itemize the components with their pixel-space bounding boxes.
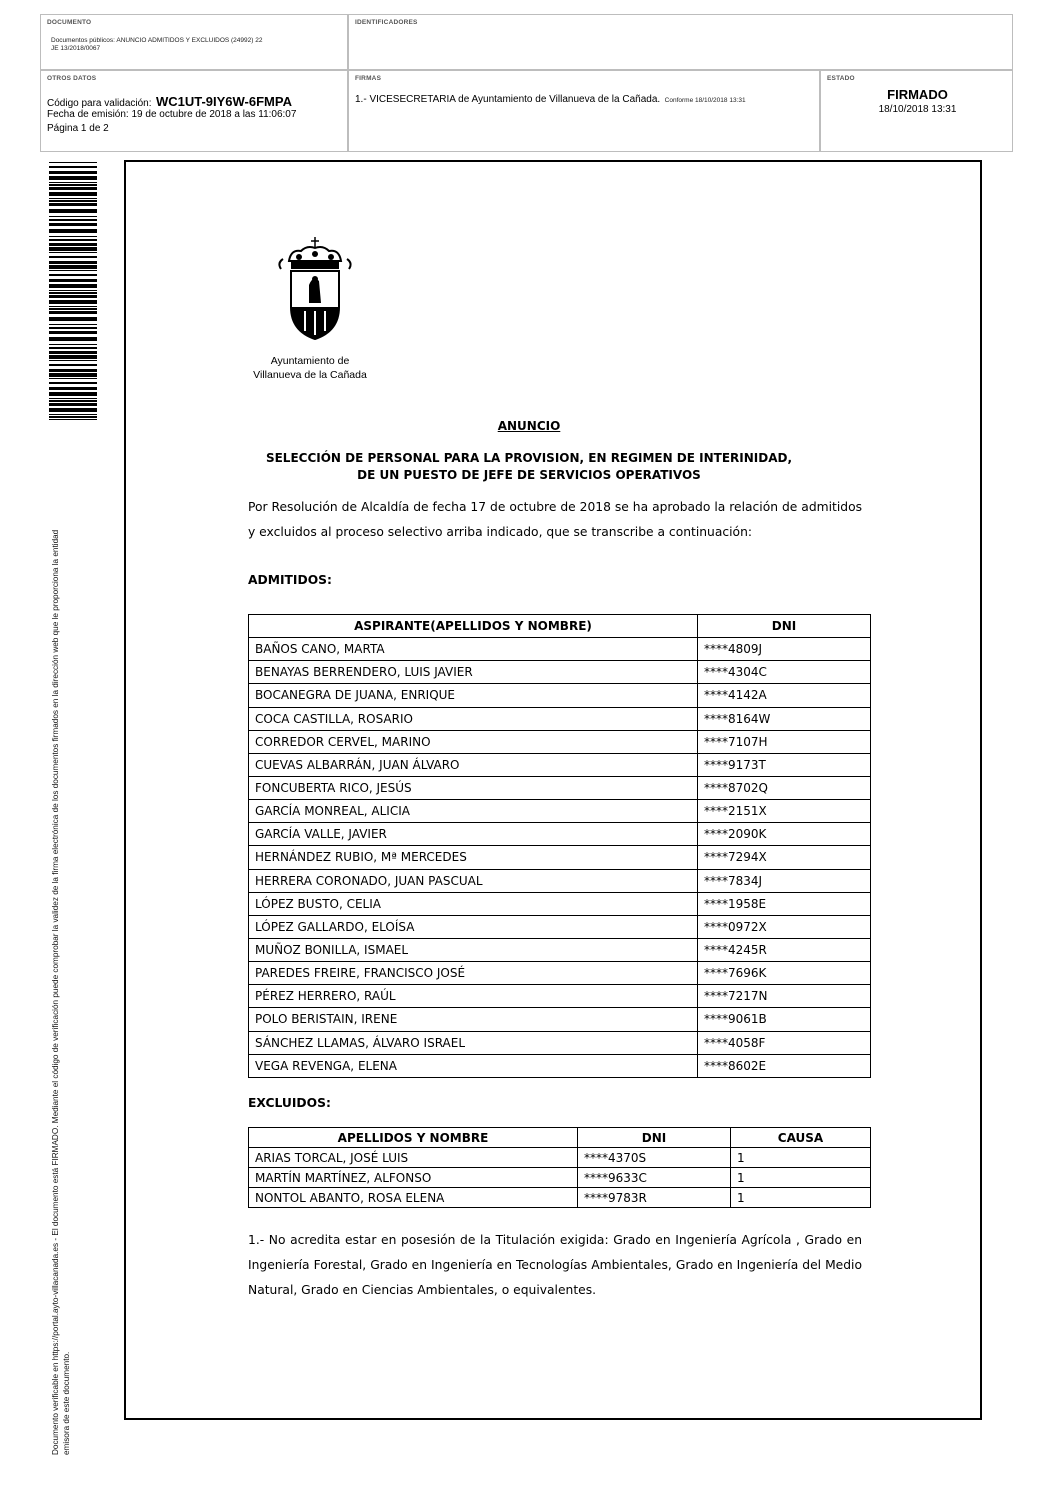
admitidos-row-cell: PÉREZ HERRERO, RAÚL [249,985,698,1008]
admitidos-header-row [249,615,871,638]
admitidos-row [249,707,871,730]
admitidos-row-cell: ****2090K [698,823,871,846]
excluidos-row [249,1188,871,1208]
admitidos-row-cell: GARCÍA VALLE, JAVIER [249,823,698,846]
excluidos-row [249,1168,871,1188]
excluidos-row-cell: NONTOL ABANTO, ROSA ELENA [249,1188,578,1208]
estado-value: FIRMADO [887,87,948,102]
estado-box [820,70,1013,152]
intro-paragraph: Por Resolución de Alcaldía de fecha 17 de octubre de 2018 se ha aprobado la relación de admitidos y excluidos al proceso selectivo arriba indicado, que se transcribe a continuación: [248,500,862,539]
excluidos-row-cell: 1 [731,1148,871,1168]
admitidos-col-name: ASPIRANTE(APELLIDOS Y NOMBRE) [249,615,698,638]
admitidos-row-cell: ****7294X [698,846,871,869]
admitidos-row-cell: POLO BERISTAIN, IRENE [249,1008,698,1031]
admitidos-row-cell: ****2151X [698,800,871,823]
admitidos-row-cell: PAREDES FREIRE, FRANCISCO JOSÉ [249,962,698,985]
excluidos-col-causa: CAUSA [731,1128,871,1148]
admitidos-row-cell: ****4245R [698,938,871,961]
firmas-caption: FIRMAS [355,75,382,82]
admitidos-row [249,661,871,684]
admitidos-row-cell: BENAYAS BERRENDERO, LUIS JAVIER [249,661,698,684]
excluidos-row-cell: MARTÍN MARTÍNEZ, ALFONSO [249,1168,578,1188]
admitidos-row-cell: ****9173T [698,753,871,776]
excluidos-row [249,1148,871,1168]
admitidos-row [249,730,871,753]
excluidos-header-row [249,1128,871,1148]
side-text-line2: emisora de este documento. [62,1351,71,1455]
admitidos-row [249,753,871,776]
municipal-crest-icon [255,235,375,345]
admitidos-row-cell: BAÑOS CANO, MARTA [249,638,698,661]
admitidos-row-cell: HERRERA CORONADO, JUAN PASCUAL [249,869,698,892]
fecha-emision: Fecha de emisión: 19 de octubre de 2018 a las 11:06:07 [47,109,297,120]
crest-line2: Villanueva de la Cañada [253,369,367,381]
firma-line: 1.- VICESECRETARIA de Ayuntamiento de Villanueva de la Cañada. [355,94,661,105]
estado-date: 18/10/2018 13:31 [878,104,957,115]
documento-caption: DOCUMENTO [47,19,92,26]
admitidos-row [249,938,871,961]
excluidos-row-cell: 1 [731,1168,871,1188]
admitidos-row [249,1008,871,1031]
excluidos-col-name: APELLIDOS Y NOMBRE [249,1128,578,1148]
admitidos-row [249,846,871,869]
codigo-value: WC1UT-9IY6W-6FMPA [155,94,292,109]
admitidos-row-cell: CORREDOR CERVEL, MARINO [249,730,698,753]
pagina: Página 1 de 2 [47,123,109,134]
admitidos-row-cell: ****4304C [698,661,871,684]
admitidos-row-cell: MUÑOZ BONILLA, ISMAEL [249,938,698,961]
admitidos-row [249,776,871,799]
notice-subtitle-2: DE UN PUESTO DE JEFE DE SERVICIOS OPERATIVOS [357,468,701,482]
admitidos-row-cell: ****8164W [698,707,871,730]
notice-title: ANUNCIO [497,419,561,433]
otros-datos-box [40,70,348,152]
admitidos-row-cell: ****7217N [698,985,871,1008]
footnote-paragraph: 1.- No acredita estar en posesión de la Titulación exigida: Grado en Ingeniería Agrícola , Grado en Ingeniería Forestal, Grado en Ingeniería en Tecnologías Ambientales, Grado en Ingeniería del Medio Natural, Grado en Ciencias Ambientales, o equivalentes. [248,1233,862,1297]
firma-small: Conforme 18/10/2018 13:31 [664,97,746,104]
excluidos-row-cell: ****9633C [578,1168,731,1188]
identificadores-box [348,14,1013,70]
estado-caption: ESTADO [827,75,855,82]
excluidos-heading: EXCLUIDOS: [248,1096,331,1110]
admitidos-row-cell: ****1958E [698,892,871,915]
crest-line1: Ayuntamiento de [270,355,350,367]
admitidos-table [248,614,871,1078]
admitidos-row-cell: ****8702Q [698,776,871,799]
identificadores-caption: IDENTIFICADORES [355,19,418,26]
firma-entry [355,89,746,107]
documento-text-line2: JE 13/2018/0067 [51,45,101,52]
admitidos-row-cell: ****4142A [698,684,871,707]
otros-datos-caption: OTROS DATOS [47,75,97,82]
side-text-line1: Documento verificable en https://portal.ayto-villacanada.es - El documento está FIRMADO. Mediante el código de verificación puede comprobar la validez de la firma electrónica de los documentos firmados en la dirección web que le proporciona la entidad [51,529,60,1455]
admitidos-row [249,1054,871,1077]
admitidos-row [249,684,871,707]
documento-box [40,14,348,70]
excluidos-col-dni: DNI [578,1128,731,1148]
admitidos-heading: ADMITIDOS: [248,573,332,587]
admitidos-row-cell: ****8602E [698,1054,871,1077]
admitidos-row [249,869,871,892]
excluidos-row-cell: ****4370S [578,1148,731,1168]
admitidos-row-cell: ****4809J [698,638,871,661]
admitidos-row [249,892,871,915]
excluidos-row-cell: 1 [731,1188,871,1208]
admitidos-row [249,962,871,985]
admitidos-row-cell: ****4058F [698,1031,871,1054]
admitidos-row-cell: GARCÍA MONREAL, ALICIA [249,800,698,823]
documento-text-line1: Documentos públicos: ANUNCIO ADMITIDOS Y EXCLUIDOS (24992) 22 [51,37,263,44]
admitidos-row-cell: SÁNCHEZ LLAMAS, ÁLVARO ISRAEL [249,1031,698,1054]
admitidos-row [249,1031,871,1054]
codigo-label: Código para validación: [47,98,152,109]
excluidos-table [248,1127,871,1208]
admitidos-row-cell: ****7834J [698,869,871,892]
verification-side-text [50,435,72,1455]
admitidos-row [249,800,871,823]
admitidos-row-cell: COCA CASTILLA, ROSARIO [249,707,698,730]
admitidos-row-cell: ****0972X [698,915,871,938]
admitidos-row-cell: LÓPEZ BUSTO, CELIA [249,892,698,915]
admitidos-row-cell: CUEVAS ALBARRÁN, JUAN ÁLVARO [249,753,698,776]
admitidos-row-cell: HERNÁNDEZ RUBIO, Mª MERCEDES [249,846,698,869]
firmas-box [348,70,820,152]
admitidos-row-cell: VEGA REVENGA, ELENA [249,1054,698,1077]
admitidos-row [249,638,871,661]
barcode-icon [49,162,97,420]
admitidos-row [249,823,871,846]
admitidos-row-cell: ****9061B [698,1008,871,1031]
documento-text [51,37,262,53]
admitidos-row-cell: LÓPEZ GALLARDO, ELOÍSA [249,915,698,938]
admitidos-row-cell: ****7696K [698,962,871,985]
admitidos-row [249,915,871,938]
admitidos-col-dni: DNI [698,615,871,638]
admitidos-row-cell: ****7107H [698,730,871,753]
excluidos-row-cell: ARIAS TORCAL, JOSÉ LUIS [249,1148,578,1168]
admitidos-row-cell: FONCUBERTA RICO, JESÚS [249,776,698,799]
notice-subtitle-1: SELECCIÓN DE PERSONAL PARA LA PROVISION, EN REGIMEN DE INTERINIDAD, [265,451,793,465]
excluidos-row-cell: ****9783R [578,1188,731,1208]
admitidos-row-cell: BOCANEGRA DE JUANA, ENRIQUE [249,684,698,707]
admitidos-row [249,985,871,1008]
